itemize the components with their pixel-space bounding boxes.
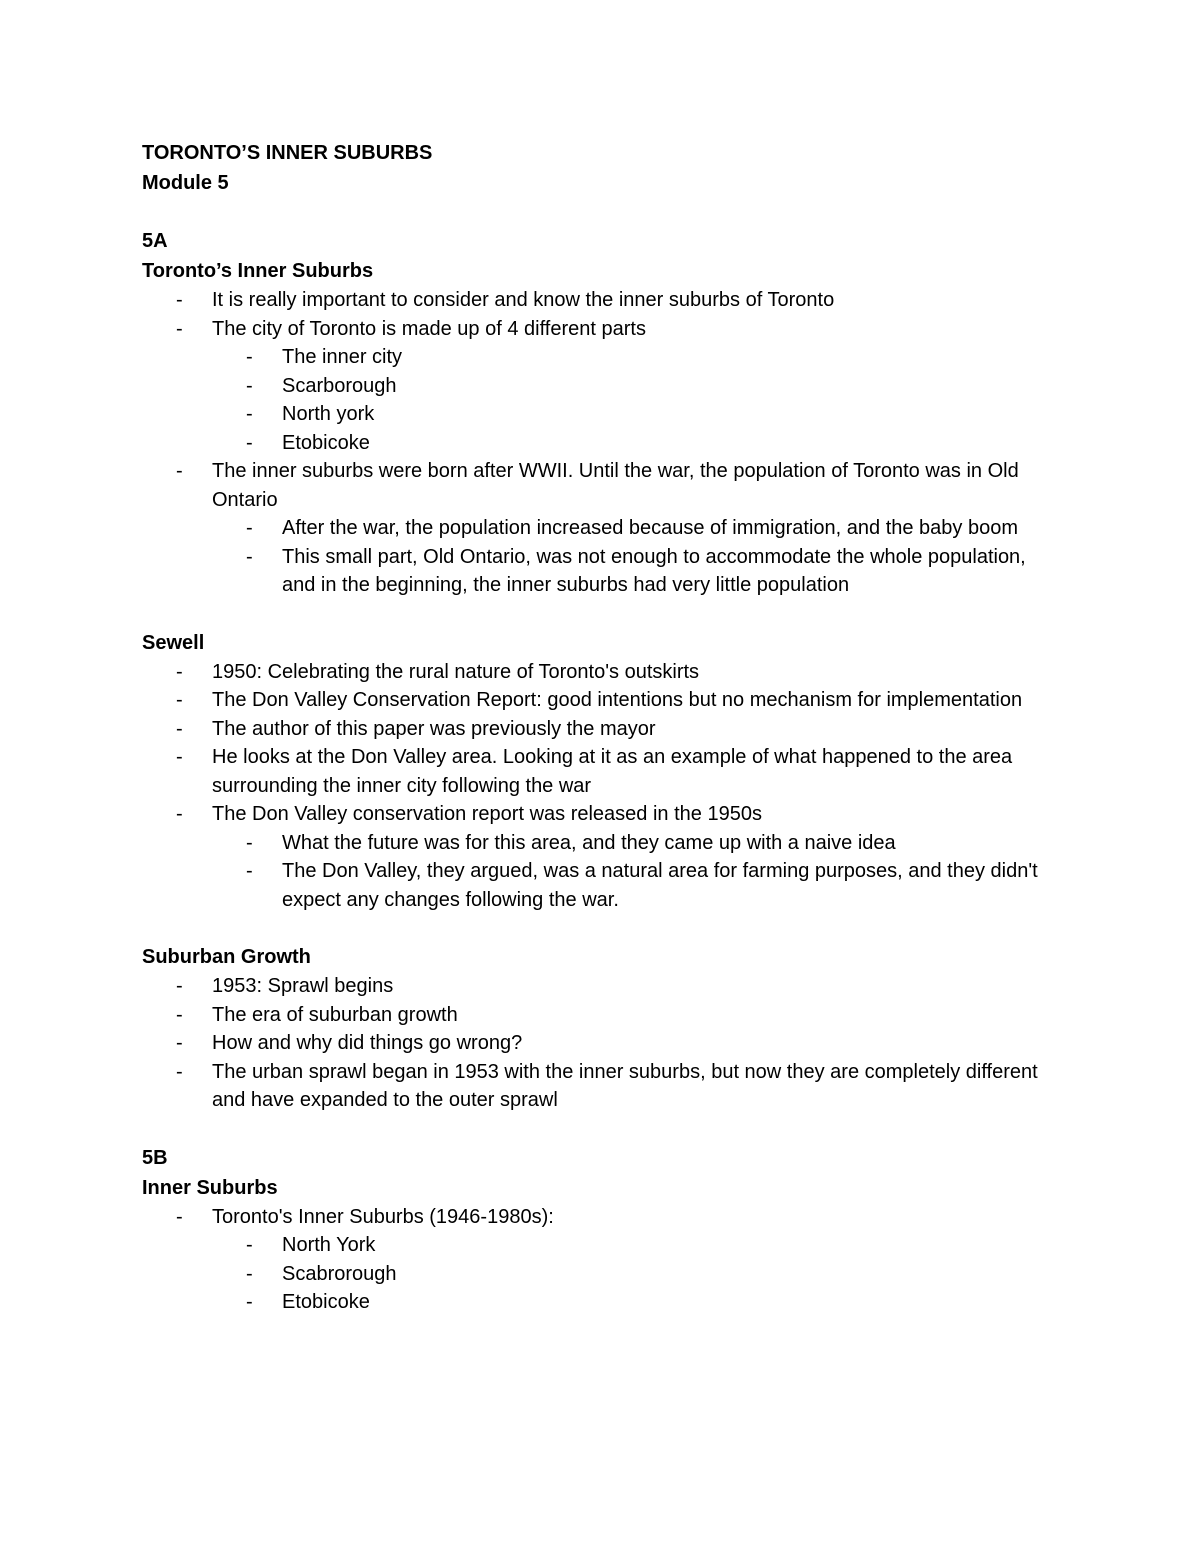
sub-list-item-text: North York	[282, 1234, 376, 1256]
bullet-dash: -	[176, 1003, 183, 1026]
sub-list-item	[142, 1260, 1062, 1289]
spacer	[142, 600, 1062, 628]
document-page	[142, 138, 1062, 1317]
sub-list-item	[142, 543, 1062, 600]
list-item	[142, 1058, 1062, 1115]
list-item	[142, 286, 1062, 315]
sub-list-item-text: The inner city	[282, 346, 403, 368]
list-item	[142, 972, 1062, 1001]
list-item-text: The inner suburbs were born after WWII. Until the war, the population of Toronto was in Old Ontario	[212, 460, 1019, 511]
bullet-dash: -	[246, 860, 253, 882]
bullet-dash: -	[246, 403, 253, 425]
sub-list-item	[142, 857, 1062, 914]
list-item-text: The urban sprawl began in 1953 with the inner suburbs, but now they are completely different and have expanded to the outer sprawl	[212, 1060, 1038, 1111]
sub-list-item-text: What the future was for this area, and they came up with a naive idea	[282, 831, 896, 854]
bullet-dash: -	[176, 1205, 183, 1228]
list-item-text: The city of Toronto is made up of 4 different parts	[212, 317, 646, 340]
list-item-text: How and why did things go wrong?	[212, 1032, 523, 1054]
sub-list-item-text: Etobicoke	[282, 431, 370, 454]
bullet-dash: -	[246, 374, 253, 397]
bullet-dash: -	[176, 689, 183, 711]
list-item	[142, 1203, 1062, 1232]
list-item-text: The author of this paper was previously the mayor	[212, 717, 656, 740]
sub-list-item-text: After the war, the population increased because of immigration, and the baby boom	[282, 517, 1019, 539]
sub-list-item-text: This small part, Old Ontario, was not enough to accommodate the whole population, and in the beginning, the inner suburbs had very little population	[282, 545, 1026, 596]
sub-list-item	[142, 1231, 1062, 1260]
sub-list-item-text: Scarborough	[282, 374, 397, 397]
bullet-dash: -	[246, 1291, 253, 1313]
list-item	[142, 315, 1062, 344]
bullet-dash: -	[246, 517, 253, 539]
spacer	[142, 1115, 1062, 1143]
bullet-dash: -	[176, 803, 183, 825]
bullet-dash: -	[246, 1234, 253, 1256]
bullet-dash: -	[176, 746, 183, 768]
list-item	[142, 686, 1062, 715]
bullet-dash: -	[176, 460, 183, 482]
section-heading: Suburban Growth	[142, 946, 311, 968]
module-label: Module 5	[142, 172, 229, 194]
section-code-5b: 5B	[142, 1146, 168, 1169]
sub-list-item	[142, 514, 1062, 543]
list-item-text: He looks at the Don Valley area. Looking at it as an example of what happened to the area surrounding the inner city following the war	[212, 746, 1013, 797]
bullet-dash: -	[246, 1262, 253, 1285]
list-item-text: The Don Valley conservation report was released in the 1950s	[212, 803, 762, 825]
list-item-text: Toronto's Inner Suburbs (1946-1980s):	[212, 1205, 554, 1228]
section-heading: Sewell	[142, 631, 205, 654]
bullet-dash: -	[176, 289, 183, 311]
bullet-dash: -	[176, 1032, 183, 1054]
list-item-text: 1950: Celebrating the rural nature of Toronto's outskirts	[212, 660, 700, 683]
bullet-dash: -	[246, 545, 253, 568]
list-item	[142, 457, 1062, 514]
list-item	[142, 658, 1062, 687]
bullet-dash: -	[176, 317, 183, 340]
sub-list-item	[142, 400, 1062, 429]
bullet-dash: -	[246, 431, 253, 454]
sub-list-item	[142, 343, 1062, 372]
list-item-text: The Don Valley Conservation Report: good intentions but no mechanism for implementation	[212, 689, 1023, 711]
list-item-text: The era of suburban growth	[212, 1003, 458, 1026]
list-item	[142, 743, 1062, 800]
sub-list-item-text: Scabrorough	[282, 1262, 397, 1285]
spacer	[142, 198, 1062, 226]
document-title: TORONTO’S INNER SUBURBS	[142, 142, 433, 164]
sub-list-item-text: Etobicoke	[282, 1291, 370, 1313]
sub-list-item-text: The Don Valley, they argued, was a natural area for farming purposes, and they didn't expect any changes following the war.	[282, 860, 1038, 911]
sub-list-item	[142, 429, 1062, 458]
spacer	[142, 914, 1062, 942]
section-heading: Toronto’s Inner Suburbs	[142, 260, 374, 282]
sub-list-item	[142, 1288, 1062, 1317]
list-item	[142, 800, 1062, 829]
bullet-dash: -	[176, 660, 183, 683]
sub-list-item	[142, 829, 1062, 858]
sub-list-item-text: North york	[282, 403, 375, 425]
sub-list-item	[142, 372, 1062, 401]
bullet-dash: -	[176, 975, 183, 997]
section-heading: Inner Suburbs	[142, 1176, 278, 1199]
list-item-text: 1953: Sprawl begins	[212, 975, 394, 997]
bullet-dash: -	[246, 831, 253, 854]
bullet-dash: -	[246, 346, 253, 368]
list-item	[142, 715, 1062, 744]
list-item	[142, 1029, 1062, 1058]
bullet-dash: -	[176, 1060, 183, 1083]
list-item	[142, 1001, 1062, 1030]
section-code-5a: 5A	[142, 230, 168, 252]
list-item-text: It is really important to consider and know the inner suburbs of Toronto	[212, 289, 835, 311]
bullet-dash: -	[176, 717, 183, 740]
